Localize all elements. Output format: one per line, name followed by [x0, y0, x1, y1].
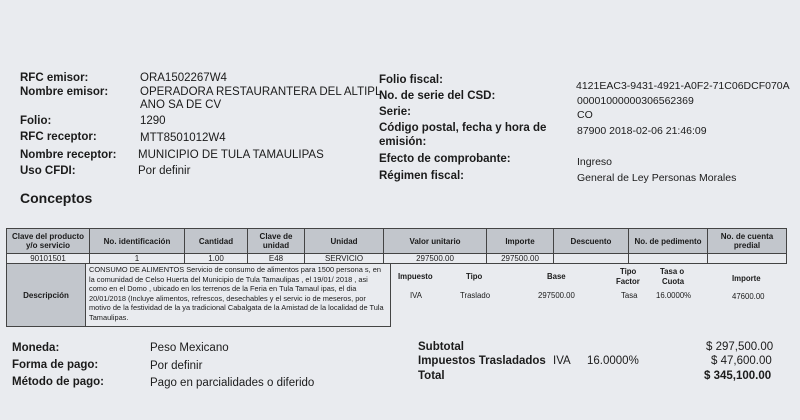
col-no-identificacion: No. identificación	[90, 229, 185, 254]
col-clave-unidad	[248, 229, 305, 254]
folio-fiscal-value: 4121EAC3-9431-4921-A0F2-71C06DCF070A	[576, 80, 790, 92]
regimen-label: Régimen fiscal:	[379, 170, 464, 182]
rfc-emisor-value: ORA1502267W4	[140, 72, 227, 84]
nombre-emisor-line1: OPERADORA RESTAURANTERA DEL ALTIPL	[140, 86, 382, 98]
descripcion-text: CONSUMO DE ALIMENTOS Servicio de consumo de alimentos para 1500 persona s, en la comunidad de Celso Huerta del Municipio de Tula Tamaulipas , el 19/01/ 2018 , asi como en el Domo , ubicado en los terrenos de la Feria en Tula Tamaul ipas, el dia 20/01/2018 (Incluye alimentos, refrescos, desechables y el servic io de meseros, por motivo de la festividad de la ya tradicional Cabalgata de la Amistad de la localidad de Tula Tamaulipas.	[89, 265, 384, 322]
cell-unidad: SERVICIO	[305, 254, 384, 264]
descripcion-label: Descripción	[7, 264, 86, 326]
folio-label: Folio:	[20, 115, 52, 127]
cp-label-line2: emisión:	[379, 136, 427, 148]
tax-header-tipo-factor-1: Tipo	[620, 267, 637, 276]
moneda-value: Peso Mexicano	[150, 342, 229, 354]
serie-label: Serie:	[379, 106, 411, 118]
cp-value: 87900 2018-02-06 21:46:09	[577, 125, 707, 137]
tax-cell-tipo-factor: Tasa	[621, 291, 638, 300]
efecto-value: Ingreso	[577, 156, 613, 168]
col-importe: Importe	[487, 229, 554, 254]
serie-value: CO	[577, 109, 593, 121]
tax-header-tipo-factor-2: Factor	[616, 277, 640, 286]
subtotal-label: Subtotal	[418, 341, 464, 353]
tax-cell-impuesto: IVA	[410, 291, 422, 300]
tax-header-tipo: Tipo	[466, 272, 483, 281]
col-clave-unidad-line2: unidad	[262, 241, 290, 250]
conceptos-table	[6, 228, 787, 264]
tax-header-importe: Importe	[732, 274, 761, 283]
nombre-receptor-value: MUNICIPIO DE TULA TAMAULIPAS	[138, 149, 324, 161]
nombre-receptor-label: Nombre receptor:	[20, 149, 117, 161]
cp-label-line1: Código postal, fecha y hora de	[379, 122, 547, 134]
col-clave-producto-line2: y/o servicio	[25, 241, 71, 250]
cell-clave-unidad: E48	[248, 254, 305, 264]
tax-header-base: Base	[547, 272, 566, 281]
cell-valor-unitario: 297500.00	[384, 254, 487, 264]
cell-no-cuenta-predial	[708, 254, 787, 264]
forma-pago-value: Por definir	[150, 360, 203, 372]
folio-fiscal-label: Folio fiscal:	[379, 74, 443, 86]
col-descuento: Descuento	[554, 229, 629, 254]
forma-pago-label: Forma de pago:	[12, 359, 99, 371]
col-clave-producto	[7, 229, 90, 254]
rfc-emisor-label: RFC emisor:	[20, 72, 89, 84]
efecto-label: Efecto de comprobante:	[379, 153, 511, 165]
cell-clave-producto: 90101501	[7, 254, 90, 264]
cell-no-pedimento	[629, 254, 708, 264]
cell-no-identificacion: 1	[90, 254, 185, 264]
descripcion-block	[6, 263, 391, 327]
nombre-emisor-label: Nombre emisor:	[20, 86, 109, 98]
impuestos-trasladados-tasa: 16.0000%	[587, 355, 639, 367]
cell-cantidad: 1.00	[185, 254, 248, 264]
cell-descuento	[554, 254, 629, 264]
conceptos-header-row	[7, 229, 787, 254]
col-clave-unidad-line1: Clave de	[259, 232, 293, 241]
col-valor-unitario: Valor unitario	[384, 229, 487, 254]
moneda-label: Moneda:	[12, 342, 60, 354]
total-label: Total	[418, 370, 445, 382]
tax-cell-importe: 47600.00	[732, 292, 765, 301]
tax-header-impuesto: Impuesto	[398, 272, 433, 281]
cell-importe: 297500.00	[487, 254, 554, 264]
subtotal-value: $ 297,500.00	[706, 341, 774, 353]
impuestos-trasladados-value: $ 47,600.00	[711, 355, 772, 367]
rfc-receptor-label: RFC receptor:	[20, 131, 97, 143]
total-value: $ 345,100.00	[704, 370, 772, 382]
regimen-value: General de Ley Personas Morales	[577, 172, 737, 184]
serie-csd-label: No. de serie del CSD:	[379, 90, 496, 102]
table-row	[7, 254, 787, 264]
tax-cell-base: 297500.00	[538, 291, 575, 300]
nombre-emisor-line2: ANO SA DE CV	[140, 99, 222, 111]
conceptos-title: Conceptos	[20, 190, 93, 206]
col-clave-producto-line1: Clave del producto	[11, 232, 84, 241]
impuestos-trasladados-label: Impuestos Trasladados	[418, 355, 546, 367]
impuestos-trasladados-tipo: IVA	[553, 355, 571, 367]
tax-header-tasa-cuota-1: Tasa o	[660, 267, 685, 276]
folio-value: 1290	[140, 115, 166, 127]
uso-cfdi-value: Por definir	[138, 165, 191, 177]
metodo-pago-value: Pago en parcialidades o diferido	[150, 377, 315, 389]
tax-cell-tasa-cuota: 16.0000%	[656, 291, 692, 300]
serie-csd-value: 00001000000306562369	[577, 95, 694, 107]
col-no-cuenta-predial: No. de cuenta predial	[708, 229, 787, 254]
col-cantidad: Cantidad	[185, 229, 248, 254]
rfc-receptor-value: MTT8501012W4	[140, 132, 226, 144]
tax-cell-tipo: Traslado	[460, 291, 491, 300]
col-no-pedimento: No. de pedimento	[629, 229, 708, 254]
col-unidad: Unidad	[305, 229, 384, 254]
uso-cfdi-label: Uso CFDI:	[20, 165, 76, 177]
tax-header-tasa-cuota-2: Cuota	[662, 277, 685, 286]
metodo-pago-label: Método de pago:	[12, 376, 104, 388]
